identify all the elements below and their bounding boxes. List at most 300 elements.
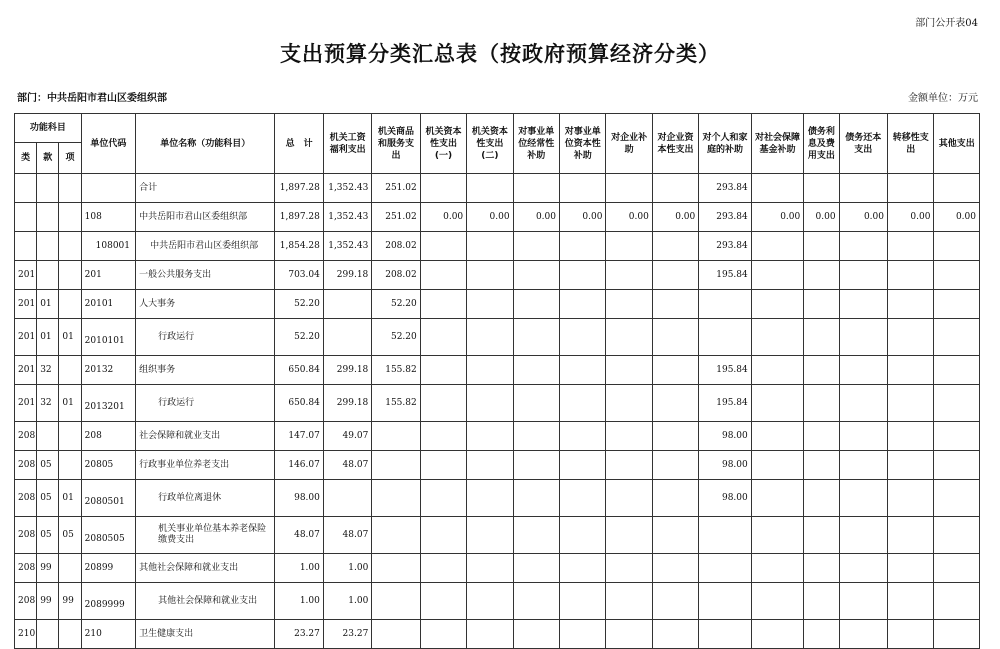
cell-c5 [513, 261, 559, 290]
cell-c14: 0.00 [934, 203, 980, 232]
cell-c13 [888, 451, 934, 480]
cell-c9 [699, 554, 751, 583]
cell-c14 [934, 422, 980, 451]
cell-kuan: 01 [37, 290, 59, 319]
cell-c5 [513, 319, 559, 356]
cell-c6 [560, 480, 606, 517]
department-label: 部门：中共岳阳市君山区委组织部 [17, 93, 167, 104]
cell-c11 [804, 583, 839, 620]
cell-c4 [467, 356, 513, 385]
cell-c1: 1,352.43 [323, 232, 371, 261]
cell-c4 [467, 174, 513, 203]
cell-c3: 0.00 [420, 203, 466, 232]
cell-c4: 0.00 [467, 203, 513, 232]
cell-c7 [606, 517, 652, 554]
cell-c8: 0.00 [652, 203, 698, 232]
cell-xiang [59, 203, 81, 232]
cell-c8 [652, 583, 698, 620]
cell-xiang [59, 290, 81, 319]
cell-c6 [560, 583, 606, 620]
table-row [15, 620, 980, 649]
cell-c8 [652, 517, 698, 554]
cell-total: 1,897.28 [275, 174, 323, 203]
cell-c2: 52.20 [372, 319, 420, 356]
cell-c1: 1,352.43 [323, 174, 371, 203]
cell-c10 [751, 232, 803, 261]
cell-c12 [839, 174, 887, 203]
cell-c9: 195.84 [699, 385, 751, 422]
cell-c6 [560, 174, 606, 203]
cell-c12 [839, 261, 887, 290]
cell-c3 [420, 261, 466, 290]
form-number: 部门公开表04 [915, 18, 978, 29]
header-col-4: 机关资本性支出(二) [467, 114, 513, 174]
cell-unit-name: 一般公共服务支出 [136, 261, 275, 290]
cell-total: 52.20 [275, 290, 323, 319]
cell-c7 [606, 356, 652, 385]
table-row [15, 174, 980, 203]
cell-c4 [467, 480, 513, 517]
cell-c11 [804, 356, 839, 385]
cell-c12 [839, 422, 887, 451]
cell-c6 [560, 261, 606, 290]
cell-c3 [420, 174, 466, 203]
cell-c5 [513, 620, 559, 649]
cell-unit-name: 中共岳阳市君山区委组织部 [136, 232, 275, 261]
cell-kuan: 05 [37, 517, 59, 554]
cell-xiang [59, 620, 81, 649]
cell-lei [15, 232, 37, 261]
cell-c14 [934, 261, 980, 290]
header-col-10: 对社会保障基金补助 [751, 114, 803, 174]
cell-kuan [37, 422, 59, 451]
cell-c13 [888, 422, 934, 451]
cell-total: 1.00 [275, 554, 323, 583]
cell-c7 [606, 422, 652, 451]
header-lei: 类 [15, 143, 37, 174]
cell-c2: 251.02 [372, 203, 420, 232]
cell-c11 [804, 174, 839, 203]
header-col-11: 债务利息及费用支出 [804, 114, 839, 174]
cell-kuan [37, 232, 59, 261]
header-col-9: 对个人和家庭的补助 [699, 114, 751, 174]
cell-c14 [934, 554, 980, 583]
cell-total: 147.07 [275, 422, 323, 451]
cell-c10 [751, 319, 803, 356]
header-col-14: 其他支出 [934, 114, 980, 174]
cell-total: 48.07 [275, 517, 323, 554]
cell-c6 [560, 620, 606, 649]
cell-c4 [467, 319, 513, 356]
cell-c7 [606, 620, 652, 649]
cell-c6 [560, 385, 606, 422]
cell-c6 [560, 554, 606, 583]
cell-c10 [751, 554, 803, 583]
cell-xiang [59, 174, 81, 203]
header-kuan: 款 [37, 143, 59, 174]
cell-c14 [934, 319, 980, 356]
cell-c13 [888, 174, 934, 203]
header-unit-code: 单位代码 [81, 114, 136, 174]
cell-c12 [839, 290, 887, 319]
cell-c5 [513, 480, 559, 517]
cell-c1: 1,352.43 [323, 203, 371, 232]
cell-unit-code: 20101 [81, 290, 136, 319]
cell-c10 [751, 261, 803, 290]
cell-total: 23.27 [275, 620, 323, 649]
cell-c1: 299.18 [323, 261, 371, 290]
cell-c2 [372, 422, 420, 451]
header-col-3: 机关资本性支出(一) [420, 114, 466, 174]
cell-lei: 201 [15, 290, 37, 319]
table-row [15, 232, 980, 261]
cell-lei [15, 203, 37, 232]
cell-kuan [37, 261, 59, 290]
cell-total: 650.84 [275, 356, 323, 385]
header-col-12: 债务还本支出 [839, 114, 887, 174]
cell-unit-name: 组织事务 [136, 356, 275, 385]
cell-unit-code: 201 [81, 261, 136, 290]
cell-c9 [699, 517, 751, 554]
cell-lei: 208 [15, 422, 37, 451]
cell-c5 [513, 385, 559, 422]
cell-c12 [839, 480, 887, 517]
cell-c5 [513, 174, 559, 203]
cell-xiang: 05 [59, 517, 81, 554]
cell-c12 [839, 385, 887, 422]
cell-c9: 98.00 [699, 422, 751, 451]
cell-c3 [420, 517, 466, 554]
cell-c13 [888, 261, 934, 290]
cell-total: 52.20 [275, 319, 323, 356]
cell-total: 1,854.28 [275, 232, 323, 261]
cell-c4 [467, 422, 513, 451]
header-col-8: 对企业资本性支出 [652, 114, 698, 174]
cell-c9 [699, 620, 751, 649]
cell-c12 [839, 620, 887, 649]
cell-xiang [59, 261, 81, 290]
cell-kuan: 05 [37, 451, 59, 480]
table-row [15, 261, 980, 290]
cell-kuan: 99 [37, 583, 59, 620]
cell-c8 [652, 290, 698, 319]
cell-c11 [804, 480, 839, 517]
cell-c11 [804, 385, 839, 422]
cell-c3 [420, 385, 466, 422]
cell-unit-name: 行政运行 [136, 385, 275, 422]
header-col-5: 对事业单位经常性补助 [513, 114, 559, 174]
table-row [15, 385, 980, 422]
header-col-6: 对事业单位资本性补助 [560, 114, 606, 174]
header-col-13: 转移性支出 [888, 114, 934, 174]
cell-c1: 48.07 [323, 517, 371, 554]
cell-unit-code: 20899 [81, 554, 136, 583]
cell-c13 [888, 290, 934, 319]
amount-unit-label: 金额单位：万元 [908, 93, 978, 104]
cell-unit-name: 合计 [136, 174, 275, 203]
cell-unit-code: 108001 [81, 232, 136, 261]
cell-kuan [37, 620, 59, 649]
cell-c13 [888, 319, 934, 356]
header-total: 总 计 [275, 114, 323, 174]
cell-c3 [420, 356, 466, 385]
cell-c8 [652, 319, 698, 356]
cell-kuan: 32 [37, 385, 59, 422]
cell-unit-code: 208 [81, 422, 136, 451]
cell-c6 [560, 517, 606, 554]
cell-c8 [652, 480, 698, 517]
table-row [15, 583, 980, 620]
cell-lei: 201 [15, 261, 37, 290]
cell-c5 [513, 517, 559, 554]
cell-c6 [560, 422, 606, 451]
cell-c4 [467, 290, 513, 319]
cell-c11 [804, 319, 839, 356]
cell-c7 [606, 174, 652, 203]
cell-c3 [420, 232, 466, 261]
cell-c8 [652, 261, 698, 290]
cell-c9: 293.84 [699, 232, 751, 261]
cell-xiang: 01 [59, 319, 81, 356]
cell-c5 [513, 356, 559, 385]
cell-c7 [606, 261, 652, 290]
cell-unit-name: 行政运行 [136, 319, 275, 356]
cell-total: 98.00 [275, 480, 323, 517]
cell-c13 [888, 356, 934, 385]
cell-xiang: 99 [59, 583, 81, 620]
header-func-subject: 功能科目 [15, 114, 82, 143]
cell-c3 [420, 422, 466, 451]
cell-c10 [751, 583, 803, 620]
cell-c13 [888, 385, 934, 422]
cell-total: 1,897.28 [275, 203, 323, 232]
cell-c14 [934, 232, 980, 261]
cell-c5 [513, 583, 559, 620]
cell-unit-code: 2013201 [81, 385, 136, 422]
cell-c8 [652, 620, 698, 649]
cell-c6 [560, 232, 606, 261]
cell-c1: 299.18 [323, 356, 371, 385]
cell-c14 [934, 174, 980, 203]
cell-xiang [59, 422, 81, 451]
cell-c5 [513, 422, 559, 451]
table-row [15, 451, 980, 480]
cell-unit-code: 2080505 [81, 517, 136, 554]
cell-c10 [751, 422, 803, 451]
cell-c2: 155.82 [372, 385, 420, 422]
cell-unit-code: 2010101 [81, 319, 136, 356]
cell-unit-name: 行政事业单位养老支出 [136, 451, 275, 480]
cell-c11 [804, 451, 839, 480]
cell-c8 [652, 356, 698, 385]
cell-c13 [888, 554, 934, 583]
cell-c3 [420, 620, 466, 649]
cell-c1: 48.07 [323, 451, 371, 480]
cell-c14 [934, 451, 980, 480]
cell-c10 [751, 480, 803, 517]
cell-xiang [59, 356, 81, 385]
cell-c4 [467, 583, 513, 620]
cell-unit-code: 20132 [81, 356, 136, 385]
cell-c4 [467, 451, 513, 480]
cell-c9: 98.00 [699, 480, 751, 517]
cell-c8 [652, 232, 698, 261]
cell-c14 [934, 385, 980, 422]
cell-unit-name: 人大事务 [136, 290, 275, 319]
cell-lei: 208 [15, 451, 37, 480]
cell-lei: 208 [15, 480, 37, 517]
cell-kuan: 99 [37, 554, 59, 583]
cell-c1: 1.00 [323, 554, 371, 583]
cell-c8 [652, 385, 698, 422]
cell-kuan: 32 [37, 356, 59, 385]
cell-c11 [804, 261, 839, 290]
cell-kuan: 01 [37, 319, 59, 356]
cell-lei: 201 [15, 385, 37, 422]
cell-c7 [606, 319, 652, 356]
cell-c2: 52.20 [372, 290, 420, 319]
cell-c12 [839, 232, 887, 261]
cell-c1: 299.18 [323, 385, 371, 422]
cell-c3 [420, 319, 466, 356]
cell-c14 [934, 620, 980, 649]
cell-c5 [513, 451, 559, 480]
cell-unit-code: 210 [81, 620, 136, 649]
header-xiang: 项 [59, 143, 81, 174]
cell-xiang [59, 451, 81, 480]
cell-c9: 293.84 [699, 203, 751, 232]
cell-c6 [560, 290, 606, 319]
table-row [15, 517, 980, 554]
cell-c4 [467, 517, 513, 554]
cell-c3 [420, 480, 466, 517]
cell-c10 [751, 451, 803, 480]
cell-xiang: 01 [59, 480, 81, 517]
cell-c5 [513, 232, 559, 261]
cell-unit-code: 2080501 [81, 480, 136, 517]
cell-c7 [606, 290, 652, 319]
cell-c14 [934, 290, 980, 319]
cell-unit-name: 卫生健康支出 [136, 620, 275, 649]
cell-c9: 98.00 [699, 451, 751, 480]
cell-c14 [934, 356, 980, 385]
cell-c6 [560, 451, 606, 480]
cell-c4 [467, 385, 513, 422]
cell-c2: 251.02 [372, 174, 420, 203]
header-col-1: 机关工资福利支出 [323, 114, 371, 174]
cell-c3 [420, 554, 466, 583]
cell-kuan [37, 174, 59, 203]
cell-c5: 0.00 [513, 203, 559, 232]
cell-c10 [751, 385, 803, 422]
cell-total: 146.07 [275, 451, 323, 480]
cell-c2 [372, 583, 420, 620]
cell-c1: 49.07 [323, 422, 371, 451]
cell-c12 [839, 451, 887, 480]
page-title: 支出预算分类汇总表（按政府预算经济分类） [280, 42, 720, 66]
cell-c14 [934, 517, 980, 554]
cell-c5 [513, 290, 559, 319]
cell-lei [15, 174, 37, 203]
cell-c12 [839, 583, 887, 620]
cell-unit-name: 机关事业单位基本养老保险缴费支出 [136, 517, 275, 554]
cell-c2 [372, 517, 420, 554]
cell-c13 [888, 232, 934, 261]
cell-unit-code: 2089999 [81, 583, 136, 620]
table-row [15, 480, 980, 517]
cell-c4 [467, 261, 513, 290]
header-col-2: 机关商品和服务支出 [372, 114, 420, 174]
cell-c12 [839, 319, 887, 356]
cell-xiang: 01 [59, 385, 81, 422]
cell-c11 [804, 290, 839, 319]
cell-c4 [467, 232, 513, 261]
header-col-7: 对企业补助 [606, 114, 652, 174]
cell-c8 [652, 451, 698, 480]
cell-c12 [839, 517, 887, 554]
cell-unit-name: 其他社会保障和就业支出 [136, 583, 275, 620]
cell-unit-code: 20805 [81, 451, 136, 480]
cell-unit-name: 社会保障和就业支出 [136, 422, 275, 451]
cell-xiang [59, 554, 81, 583]
cell-c13 [888, 480, 934, 517]
cell-c1: 23.27 [323, 620, 371, 649]
cell-total: 1.00 [275, 583, 323, 620]
cell-total: 703.04 [275, 261, 323, 290]
cell-c7 [606, 554, 652, 583]
table-row [15, 554, 980, 583]
cell-c13 [888, 517, 934, 554]
table-row [15, 356, 980, 385]
table-row [15, 422, 980, 451]
cell-c9: 195.84 [699, 356, 751, 385]
cell-c2 [372, 480, 420, 517]
cell-unit-name: 其他社会保障和就业支出 [136, 554, 275, 583]
cell-c3 [420, 290, 466, 319]
cell-total: 650.84 [275, 385, 323, 422]
cell-c6: 0.00 [560, 203, 606, 232]
cell-c10 [751, 356, 803, 385]
cell-c2 [372, 554, 420, 583]
cell-unit-code: 108 [81, 203, 136, 232]
cell-c1 [323, 290, 371, 319]
cell-c5 [513, 554, 559, 583]
cell-c11 [804, 422, 839, 451]
cell-c13 [888, 620, 934, 649]
cell-unit-name: 行政单位离退休 [136, 480, 275, 517]
cell-c10 [751, 620, 803, 649]
cell-c2: 208.02 [372, 261, 420, 290]
cell-c3 [420, 451, 466, 480]
cell-c9: 293.84 [699, 174, 751, 203]
cell-lei: 208 [15, 554, 37, 583]
cell-c8 [652, 554, 698, 583]
cell-c10 [751, 290, 803, 319]
cell-c13 [888, 583, 934, 620]
cell-c14 [934, 480, 980, 517]
cell-c7 [606, 385, 652, 422]
cell-xiang [59, 232, 81, 261]
cell-c9 [699, 319, 751, 356]
cell-c1: 1.00 [323, 583, 371, 620]
cell-c6 [560, 319, 606, 356]
cell-unit-code [81, 174, 136, 203]
budget-table [14, 113, 980, 649]
cell-c8 [652, 174, 698, 203]
cell-c7 [606, 232, 652, 261]
cell-lei: 208 [15, 517, 37, 554]
header-unit-name: 单位名称（功能科目） [136, 114, 275, 174]
